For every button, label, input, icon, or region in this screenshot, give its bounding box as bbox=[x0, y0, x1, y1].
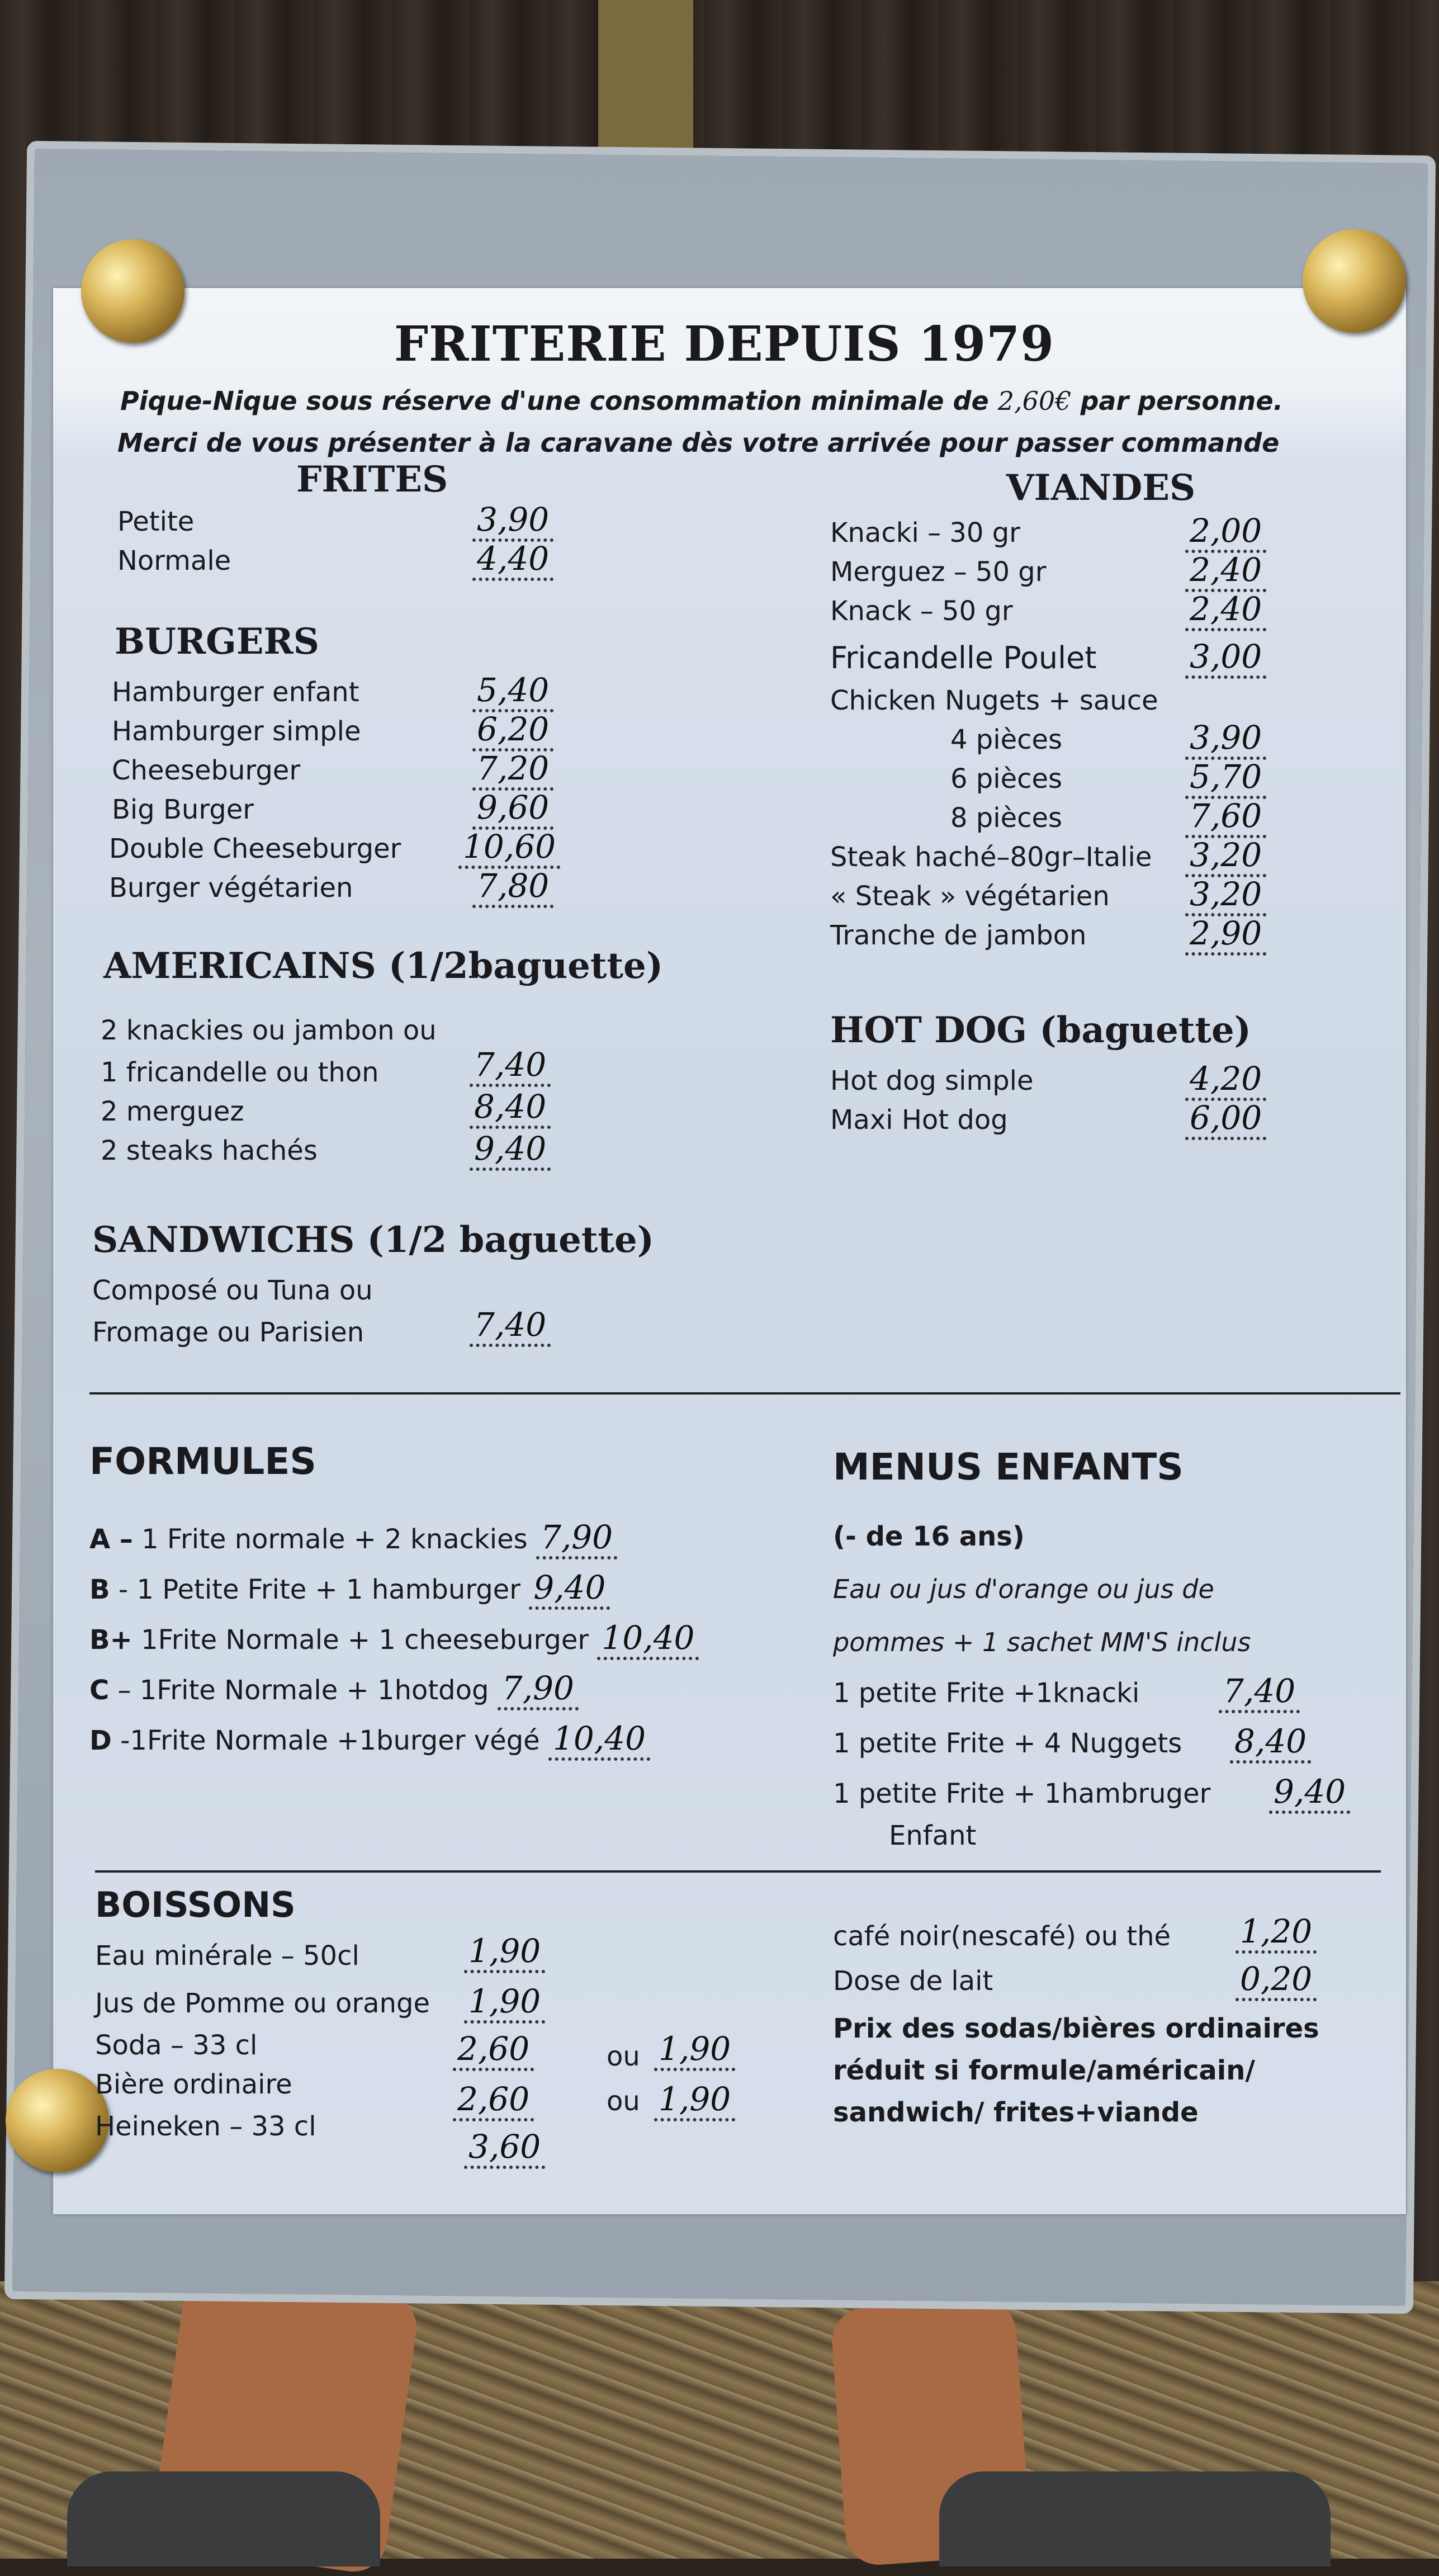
menu-item-price: 2,90 bbox=[1185, 914, 1266, 956]
section-boissons-heading: BOISSONS bbox=[95, 1884, 296, 1925]
menu-item-price-reduced: 1,90 bbox=[654, 2030, 735, 2071]
discount-note: Prix des sodas/bières ordinaires bbox=[833, 2013, 1319, 2044]
menu-item-name-suffix: Enfant bbox=[889, 1820, 977, 1851]
menu-item-price: 9,40 bbox=[470, 1129, 551, 1171]
menu-item-price: 1,20 bbox=[1236, 1912, 1317, 1954]
drink-note: pommes + 1 sachet MM'S inclus bbox=[833, 1627, 1251, 1657]
formule-price: 10,40 bbox=[597, 1619, 699, 1660]
formule-code: B bbox=[89, 1574, 110, 1605]
formule-price: 9,40 bbox=[529, 1568, 610, 1610]
menu-item-price: 2,40 bbox=[1185, 551, 1266, 592]
menu-item-price: 5,40 bbox=[472, 671, 553, 712]
formule-code: C bbox=[89, 1675, 110, 1706]
menu-item-name: Bière ordinaire bbox=[95, 2069, 292, 2100]
formule-desc: 1Frite Normale + 1 cheeseburger bbox=[141, 1624, 589, 1656]
menu-item-price: 7,40 bbox=[470, 1046, 551, 1087]
drink-note: Eau ou jus d'orange ou jus de bbox=[833, 1574, 1214, 1604]
menu-item-name: Merguez – 50 gr bbox=[830, 556, 1047, 588]
section-frites-heading: FRITES bbox=[296, 459, 448, 500]
min-amount: 2,60€ bbox=[997, 386, 1072, 416]
menu-item-name: Fromage ou Parisien bbox=[92, 1317, 365, 1348]
menu-item-name: Steak haché–80gr–Italie bbox=[830, 842, 1152, 873]
menu-item-price: 2,00 bbox=[1185, 512, 1266, 553]
intro-line-2: Merci de vous présenter à la caravane dès votre arrivée pour passer commande bbox=[117, 428, 1280, 458]
pushpin-icon bbox=[81, 239, 184, 343]
formule-price: 7,90 bbox=[498, 1669, 579, 1710]
menu-item-price: 3,20 bbox=[1185, 875, 1266, 916]
menu-item-name: Chicken Nugets + sauce bbox=[830, 685, 1158, 716]
formule-price: 7,90 bbox=[536, 1518, 617, 1559]
age-note: (- de 16 ans) bbox=[833, 1521, 1025, 1552]
menu-item-name: Burger végétarien bbox=[109, 872, 353, 904]
formule-price: 10,40 bbox=[548, 1719, 650, 1761]
menu-item-name: 1 petite Frite + 4 Nuggets bbox=[833, 1728, 1182, 1759]
shoe bbox=[67, 2471, 380, 2566]
menu-item-price: 4,40 bbox=[472, 540, 553, 581]
menu-item-name: café noir(nescafé) ou thé bbox=[833, 1921, 1171, 1952]
menu-item-name: Soda – 33 cl bbox=[95, 2030, 258, 2061]
section-viandes-heading: VIANDES bbox=[1006, 467, 1196, 509]
pushpin-icon bbox=[6, 2069, 109, 2172]
menu-item-name: Hamburger enfant bbox=[112, 677, 359, 708]
menu-item-name: Petite bbox=[117, 506, 195, 537]
discount-note: réduit si formule/américain/ bbox=[833, 2055, 1255, 2086]
menu-item-price: 9,60 bbox=[472, 788, 553, 830]
menu-item-name: Hot dog simple bbox=[830, 1065, 1034, 1096]
menu-item-name: 1 petite Frite + 1hambruger bbox=[833, 1778, 1211, 1809]
menu-item-price: 3,90 bbox=[1185, 719, 1266, 760]
menu-item-price: 7,80 bbox=[472, 867, 553, 908]
section-formules-heading: FORMULES bbox=[89, 1440, 316, 1483]
formule-row bbox=[89, 1719, 650, 1757]
menu-item-name: Heineken – 33 cl bbox=[95, 2111, 316, 2142]
intro-text-end: par personne. bbox=[1080, 386, 1284, 416]
menu-item-price: 8,40 bbox=[470, 1088, 551, 1129]
formule-row bbox=[89, 1518, 617, 1556]
menu-item-name: 2 steaks hachés bbox=[101, 1135, 318, 1166]
menu-title: FRITERIE DEPUIS 1979 bbox=[394, 316, 1054, 372]
menu-item-price: 10,60 bbox=[458, 828, 560, 869]
menu-item-name: « Steak » végétarien bbox=[830, 881, 1110, 912]
menu-item-name: 1 petite Frite +1knacki bbox=[833, 1677, 1140, 1709]
menu-item-price: 3,20 bbox=[1185, 836, 1266, 877]
menu-item-name: 2 merguez bbox=[101, 1096, 244, 1127]
formule-code: B+ bbox=[89, 1624, 132, 1656]
menu-item-price: 6,20 bbox=[472, 710, 553, 751]
formule-desc: -1Frite Normale +1burger végé bbox=[120, 1725, 540, 1756]
menu-item-name: Eau minérale – 50cl bbox=[95, 1940, 359, 1972]
menu-item-price: 0,20 bbox=[1236, 1960, 1317, 2001]
section-sandwichs-heading: SANDWICHS (1/2 baguette) bbox=[92, 1219, 654, 1261]
pushpin-icon bbox=[1303, 229, 1406, 333]
menu-item-name: Hamburger simple bbox=[112, 716, 361, 747]
menu-item-price: 1,90 bbox=[464, 1932, 545, 1973]
menu-item-price: 2,60 bbox=[453, 2080, 534, 2121]
section-americains-heading: AMERICAINS (1/2baguette) bbox=[103, 945, 663, 987]
menu-item-price: 7,40 bbox=[1219, 1672, 1300, 1713]
menu-item-price: 3,00 bbox=[1185, 637, 1266, 679]
or-word: ou bbox=[607, 2086, 640, 2117]
intro-line-1 bbox=[120, 386, 1283, 416]
shoe bbox=[939, 2471, 1331, 2566]
menu-item-name: Double Cheeseburger bbox=[109, 833, 401, 864]
formule-desc: 1 Frite normale + 2 knackies bbox=[141, 1524, 528, 1555]
menu-item-name: Maxi Hot dog bbox=[830, 1104, 1008, 1136]
divider bbox=[89, 1392, 1400, 1395]
menu-item-name: 4 pièces bbox=[950, 724, 1063, 755]
menu-item-price: 3,60 bbox=[464, 2128, 545, 2169]
menu-item-price: 9,40 bbox=[1269, 1773, 1350, 1814]
menu-item-name: Dose de lait bbox=[833, 1965, 993, 1997]
section-menus-enfants-heading: MENUS ENFANTS bbox=[833, 1445, 1184, 1488]
menu-item-price: 2,40 bbox=[1185, 590, 1266, 631]
formule-desc: – 1Frite Normale + 1hotdog bbox=[117, 1675, 489, 1706]
menu-item-name: Cheeseburger bbox=[112, 755, 301, 786]
menu-item-price: 5,70 bbox=[1185, 758, 1266, 799]
discount-note: sandwich/ frites+viande bbox=[833, 2097, 1199, 2128]
section-hotdog-heading: HOT DOG (baguette) bbox=[830, 1009, 1251, 1051]
intro-text: Pique-Nique sous réserve d'une consommation minimale de bbox=[120, 386, 989, 416]
menu-item-name: 6 pièces bbox=[950, 763, 1063, 795]
menu-item-name: Fricandelle Poulet bbox=[830, 640, 1097, 675]
menu-item-name: Normale bbox=[117, 545, 231, 576]
menu-item-price: 4,20 bbox=[1185, 1060, 1266, 1101]
menu-item-name: 1 fricandelle ou thon bbox=[101, 1057, 379, 1088]
menu-item-price: 6,00 bbox=[1185, 1099, 1266, 1140]
menu-item-price: 2,60 bbox=[453, 2030, 534, 2071]
menu-item-name: Tranche de jambon bbox=[830, 920, 1087, 951]
menu-item-name: 2 knackies ou jambon ou bbox=[101, 1015, 437, 1046]
section-burgers-heading: BURGERS bbox=[115, 621, 319, 663]
menu-item-name: 8 pièces bbox=[950, 802, 1063, 834]
menu-item-price: 7,40 bbox=[470, 1306, 551, 1347]
formule-row bbox=[89, 1568, 610, 1606]
formule-row bbox=[89, 1619, 699, 1657]
menu-item-price: 7,20 bbox=[472, 749, 553, 791]
formule-code: A – bbox=[89, 1524, 133, 1555]
menu-item-name: Jus de Pomme ou orange bbox=[95, 1988, 430, 2019]
menu-item-price-reduced: 1,90 bbox=[654, 2080, 735, 2121]
menu-item-price: 8,40 bbox=[1230, 1722, 1311, 1764]
or-word: ou bbox=[607, 2041, 640, 2072]
formule-row bbox=[89, 1669, 579, 1707]
menu-item-name: Composé ou Tuna ou bbox=[92, 1275, 373, 1306]
formule-code: D bbox=[89, 1725, 112, 1756]
menu-item-name: Big Burger bbox=[112, 794, 254, 825]
formule-desc: - 1 Petite Frite + 1 hamburger bbox=[118, 1574, 520, 1605]
menu-item-price: 3,90 bbox=[472, 500, 553, 542]
menu-item-price: 7,60 bbox=[1185, 797, 1266, 838]
menu-item-name: Knack – 50 gr bbox=[830, 595, 1013, 627]
divider bbox=[95, 1870, 1381, 1873]
menu-item-name: Knacki – 30 gr bbox=[830, 517, 1020, 549]
menu-item-price: 1,90 bbox=[464, 1982, 545, 2024]
